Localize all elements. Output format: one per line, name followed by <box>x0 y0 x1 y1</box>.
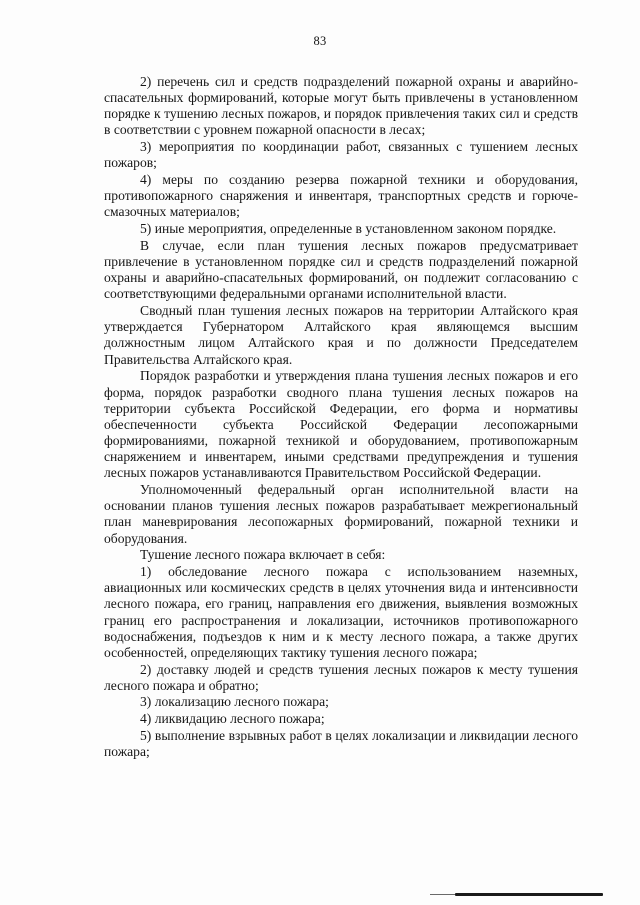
scan-edge-line <box>430 894 456 895</box>
paragraph-coordination-approval: В случае, если план тушения лесных пожаров предусматривает привлечение в установленном порядке сил и средств подразделений пожарной охраны и аварийно-спасательных формирований, он подлежит согласованию с соответствующими федеральными органами исполнительной власти. <box>104 237 578 302</box>
paragraph-list-item-2: 2) перечень сил и средств подразделений пожарной охраны и аварийно-спасательных формирований, которые могут быть привлечены в установленном порядке к тушению лесных пожаров, и порядок привлечения таких сил и средств в соответствии с уровнем пожарной опасности в лесах; <box>104 74 578 138</box>
scan-edge-line <box>455 893 603 896</box>
document-body <box>104 74 578 760</box>
paragraph-step-1-survey: 1) обследование лесного пожара с использованием наземных, авиационных или космических средств в целях уточнения вида и интенсивности лесного пожара, его границ, направления его движения, выявления возможных границ его распространения и локализации, источников противопожарного водоснабжения, подъездов к ним и к месту лесного пожара, а также других особенностей, определяющих тактику тушения лесного пожара; <box>104 564 578 660</box>
paragraph-list-item-5: 5) иные мероприятия, определенные в установленном законом порядке. <box>140 221 557 237</box>
page-number: 83 <box>313 34 327 48</box>
paragraph-step-4-liquidation: 4) ликвидацию лесного пожара; <box>140 711 325 727</box>
paragraph-consolidated-plan: Сводный план тушения лесных пожаров на территории Алтайского края утверждается Губернатором Алтайского края являющемся высшим должностным лицом Алтайского края и по должности Председателем Правительства Алтайского края. <box>104 303 578 367</box>
paragraph-development-procedure: Порядок разработки и утверждения плана тушения лесных пожаров и его форма, порядок разработки сводного плана тушения лесных пожаров на территории субъекта Российской Федерации, его форма и нормативы обеспеченности субъекта Российской Федерации лесопожарными формированиями, пожарной техникой и оборудованием, противопожарным снаряжением и инвентарем, иными средствами предупреждения и тушения лесных пожаров устанавливаются Правительством Российской Федерации. <box>104 368 578 481</box>
paragraph-list-item-4: 4) меры по созданию резерва пожарной техники и оборудования, противопожарного снаряжения и инвентаря, транспортных средств и горюче-смазочных материалов; <box>104 172 578 220</box>
paragraph-step-5-blasting: 5) выполнение взрывных работ в целях локализации и ликвидации лесного пожара; <box>104 727 578 760</box>
paragraph-list-item-3: 3) мероприятия по координации работ, связанных с тушением лесных пожаров; <box>104 139 578 171</box>
paragraph-step-2-delivery: 2) доставку людей и средств тушения лесных пожаров к месту тушения лесного пожара и обратно; <box>104 661 578 693</box>
paragraph-step-3-localization: 3) локализацию лесного пожара; <box>140 694 329 710</box>
paragraph-extinguishing-includes: Тушение лесного пожара включает в себя: <box>140 547 386 563</box>
paragraph-interregional-plan: Уполномоченный федеральный орган исполнительной власти на основании планов тушения лесных пожаров разрабатывает межрегиональный план маневрирования лесопожарных формирований, пожарной техники и оборудования. <box>104 482 578 546</box>
